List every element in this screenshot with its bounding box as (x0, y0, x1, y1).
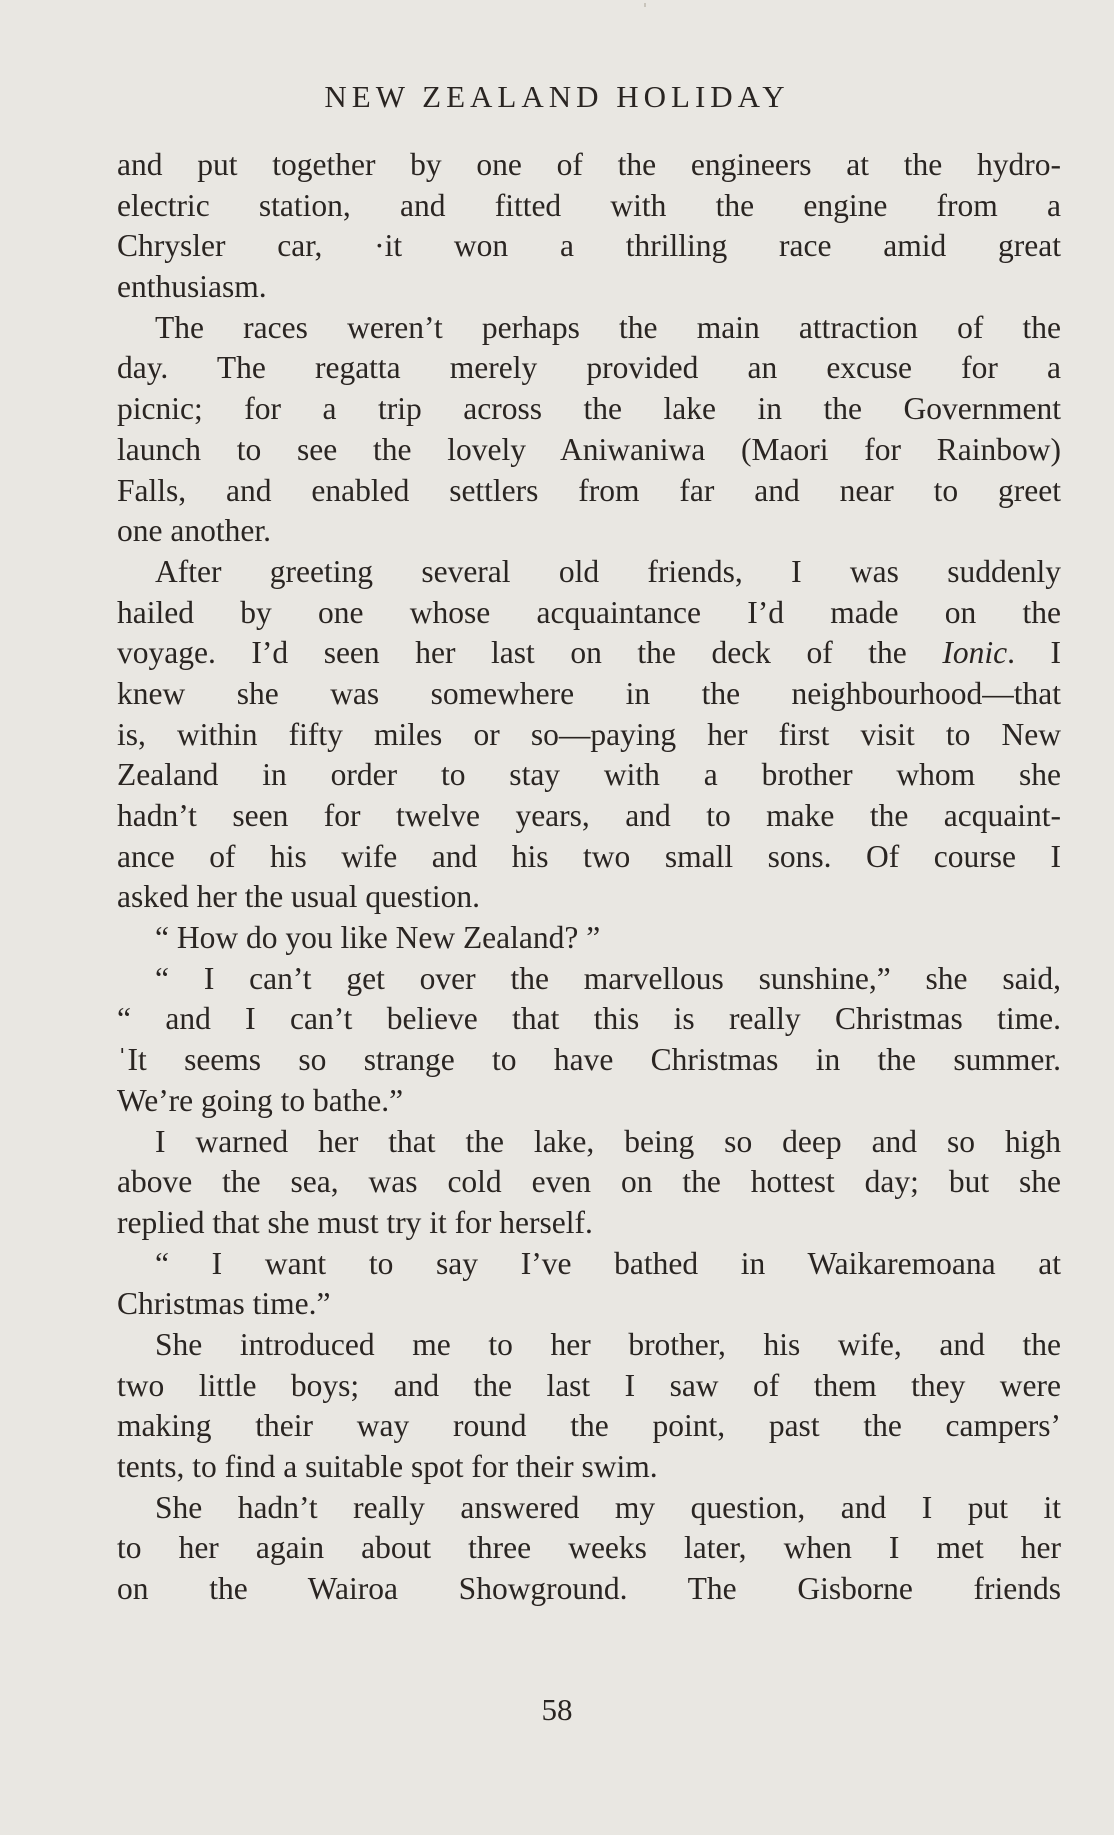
text-line: electric station, and fitted with the engine from a (117, 187, 1061, 223)
paragraph-first-line: “ I want to say I’ve bathed in Waikaremoana at (155, 1245, 1061, 1281)
text-line: tents, to find a suitable spot for their swim. (117, 1449, 658, 1484)
text-line: picnic; for a trip across the lake in the Government (117, 391, 1061, 427)
text-line: enthusiasm. (117, 269, 267, 305)
paragraph-first-line: She introduced me to her brother, his wife, and the (155, 1326, 1061, 1362)
text-line: replied that she must try it for herself. (117, 1204, 593, 1240)
text-line: hadn’t seen for twelve years, and to make the acquaint- (117, 798, 1061, 833)
body-text (117, 145, 1061, 1610)
text-line: Falls, and enabled settlers from far and near to greet (117, 472, 1061, 508)
text-line: hailed by one whose acquaintance I’d made on the (117, 594, 1061, 630)
text-line: We’re going to bathe.” (117, 1082, 404, 1118)
text-line: ˈIt seems so strange to have Christmas in the summer. (117, 1042, 1061, 1078)
text-line: “ and I can’t believe that this is really Christmas time. (117, 1001, 1061, 1037)
text-line: on the Wairoa Showground. The Gisborne friends (117, 1571, 1061, 1607)
text-line-with-italic: voyage. I’d seen her last on the deck of the Ionic. I (117, 635, 1061, 671)
text-line: making their way round the point, past the campers’ (117, 1408, 1061, 1444)
paragraph-first-line: “ How do you like New Zealand? ” (155, 920, 601, 956)
text-line: to her again about three weeks later, when I met her (117, 1530, 1061, 1566)
running-head: NEW ZEALAND HOLIDAY (324, 79, 790, 114)
ship-name: Ionic (942, 635, 1008, 671)
text-line: Chrysler car, ·it won a thrilling race amid great (117, 228, 1061, 264)
text-line: and put together by one of the engineers at the hydro- (117, 147, 1061, 182)
text-line: Christmas time.” (117, 1286, 331, 1322)
text-line: launch to see the lovely Aniwaniwa (Maori for Rainbow) (117, 431, 1061, 467)
page-number: 58 (541, 1692, 573, 1727)
paragraph-first-line: The races weren’t perhaps the main attraction of the (155, 309, 1061, 345)
text-line: ance of his wife and his two small sons. Of course I (117, 838, 1061, 874)
text-line: one another. (117, 513, 271, 549)
text-line: day. The regatta merely provided an excuse for a (117, 350, 1061, 386)
paragraph-first-line: I warned her that the lake, being so deep and so high (155, 1123, 1061, 1159)
text-line: is, within fifty miles or so—paying her first visit to New (117, 716, 1061, 752)
paragraph-first-line: After greeting several old friends, I was suddenly (155, 553, 1061, 589)
paragraph-first-line: “ I can’t get over the marvellous sunshine,” she said, (155, 960, 1061, 996)
text-line: Zealand in order to stay with a brother whom she (117, 757, 1061, 793)
text-line: asked her the usual question. (117, 879, 481, 915)
paper-speck (644, 3, 646, 7)
text-line: above the sea, was cold even on the hottest day; but she (117, 1164, 1061, 1200)
text-line: two little boys; and the last I saw of them they were (117, 1367, 1061, 1403)
paragraph-first-line: She hadn’t really answered my question, and I put it (155, 1489, 1061, 1525)
text-line: knew she was somewhere in the neighbourhood—that (117, 675, 1061, 711)
